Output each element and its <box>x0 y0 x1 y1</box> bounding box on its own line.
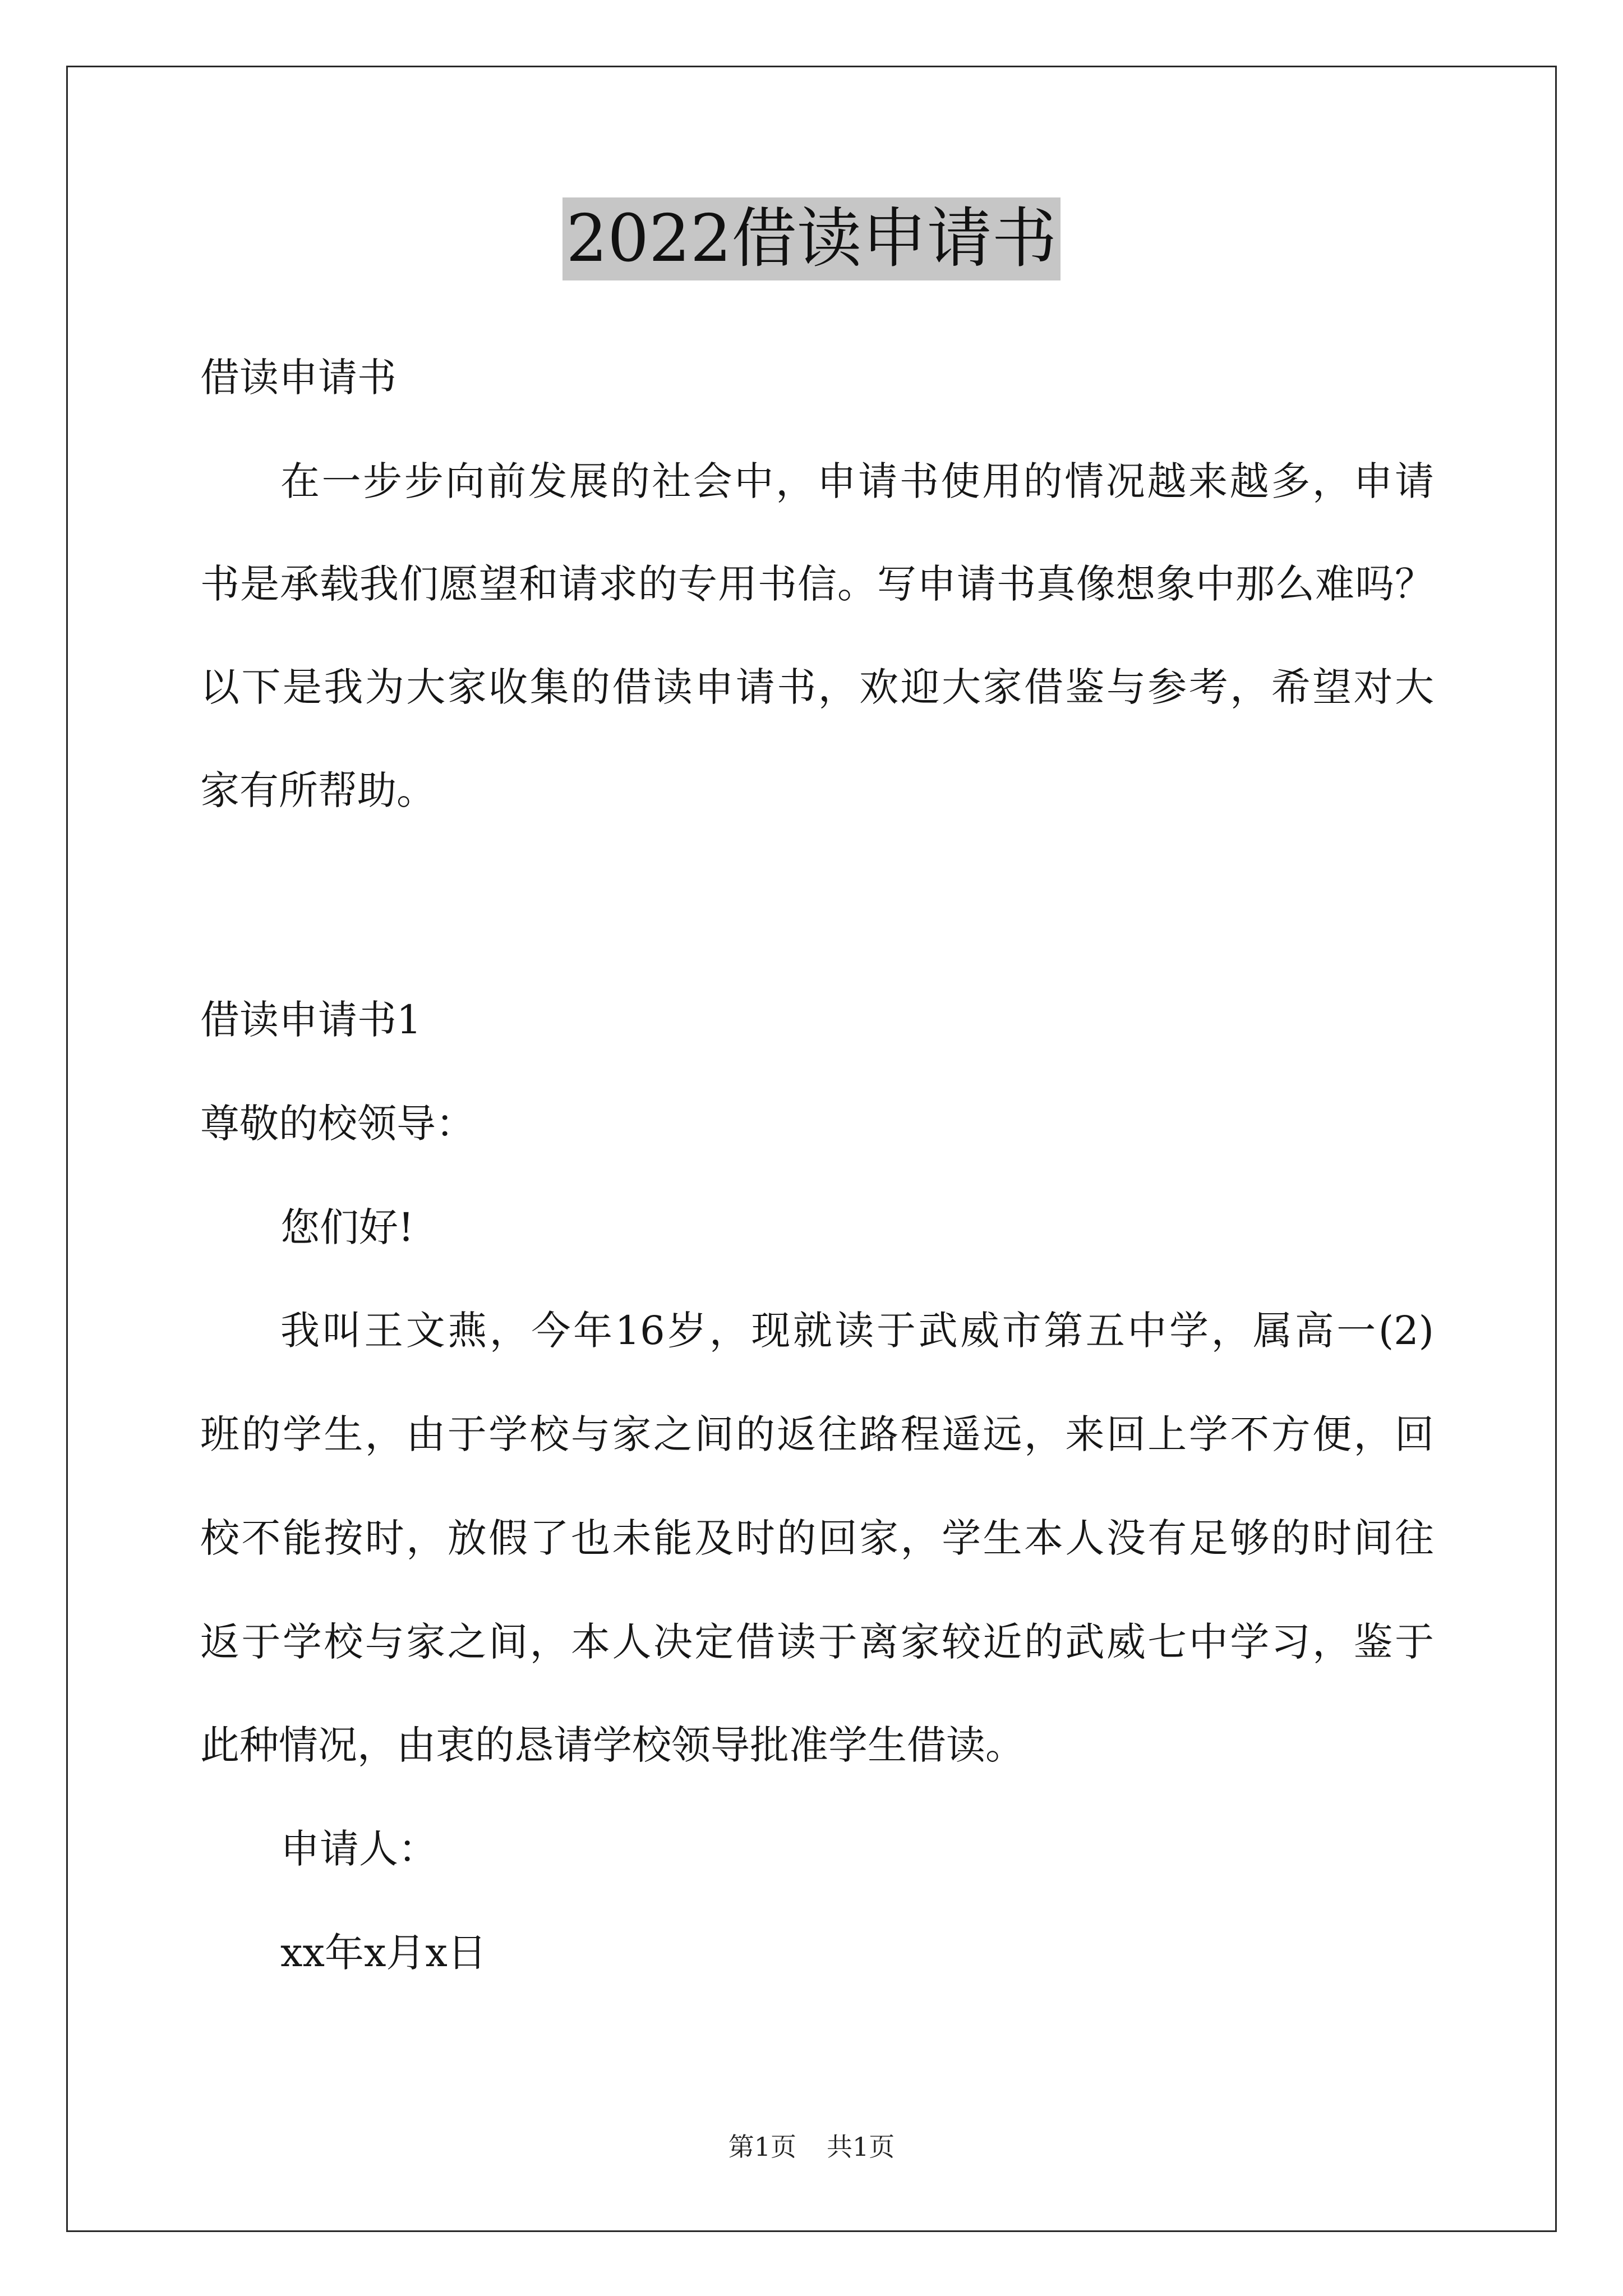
page-total: 共1页 <box>827 2132 895 2162</box>
page-number: 第1页 <box>728 2132 796 2162</box>
date-line: xx年x月x日 <box>280 1930 487 1976</box>
greeting: 您们好! <box>280 1204 414 1250</box>
applicant-label: 申请人： <box>280 1826 437 1872</box>
intro-line-2: 书是承载我们愿望和请求的专用书信。写申请书真像想象中那么难吗？ <box>200 561 1434 607</box>
page-footer <box>0 2130 1623 2164</box>
body-line-4: 返于学校与家之间，本人决定借读于离家较近的武威七中学习，鉴于 <box>200 1619 1434 1665</box>
document-heading: 借读申请书 <box>200 355 396 401</box>
title-block <box>0 197 1623 280</box>
body-line-1: 我叫王文燕，今年16岁，现就读于武威市第五中学，属高一(2) <box>280 1308 1434 1354</box>
intro-line-4: 家有所帮助。 <box>200 767 436 813</box>
section-title: 借读申请书1 <box>200 997 422 1043</box>
intro-line-1: 在一步步向前发展的社会中，申请书使用的情况越来越多，申请 <box>280 458 1434 504</box>
intro-line-3: 以下是我为大家收集的借读申请书，欢迎大家借鉴与参考，希望对大 <box>200 664 1434 710</box>
body-line-5: 此种情况，由衷的恳请学校领导批准学生借读。 <box>200 1722 1025 1768</box>
body-line-3: 校不能按时，放假了也未能及时的回家，学生本人没有足够的时间往 <box>200 1515 1434 1561</box>
body-line-2: 班的学生，由于学校与家之间的返往路程遥远，来回上学不方便，回 <box>200 1411 1434 1457</box>
document-title: 2022借读申请书 <box>562 197 1060 280</box>
salutation: 尊敬的校领导： <box>200 1101 475 1147</box>
